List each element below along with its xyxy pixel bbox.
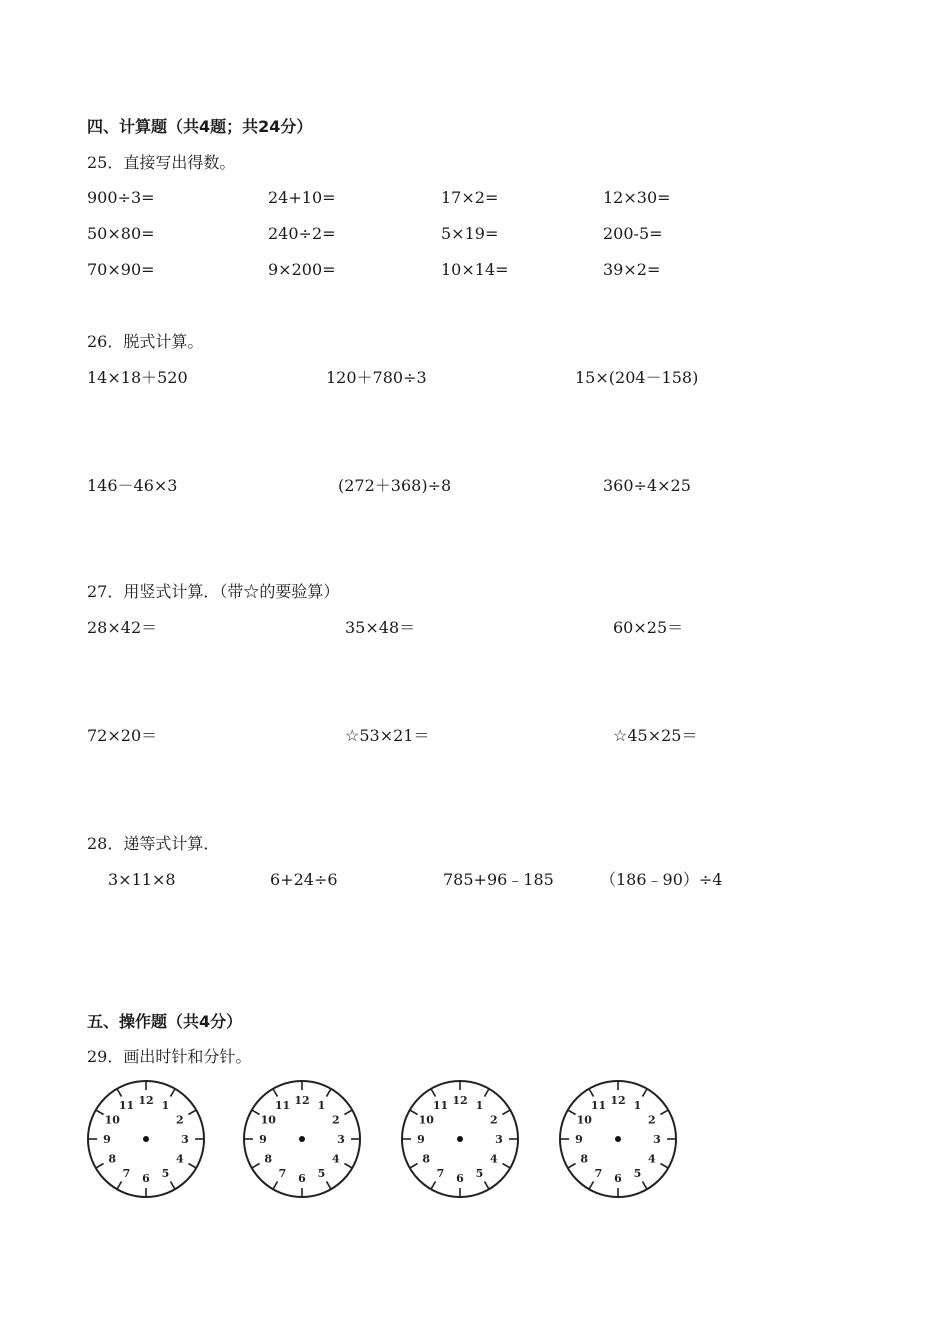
q27-item: 60×25＝ xyxy=(613,618,684,637)
clock-number: 1 xyxy=(317,1099,326,1113)
q26-item: 120＋780÷3 xyxy=(326,368,427,387)
clock-face[interactable] xyxy=(398,1077,522,1201)
clock-tick xyxy=(660,1110,668,1115)
clock-face[interactable] xyxy=(556,1077,680,1201)
clock-center-dot xyxy=(299,1136,305,1142)
clock-number: 2 xyxy=(647,1113,656,1127)
q25-item: 17×2= xyxy=(441,188,499,207)
clock-tick xyxy=(327,1181,332,1189)
q25-item: 10×14= xyxy=(441,260,509,279)
clock-tick xyxy=(643,1089,648,1097)
clock-tick xyxy=(502,1110,510,1115)
clock-tick xyxy=(485,1181,490,1189)
q25-item: 70×90= xyxy=(87,260,155,279)
clock-number: 3 xyxy=(181,1133,189,1146)
clock-tick xyxy=(502,1164,510,1169)
clock-tick xyxy=(660,1164,668,1169)
q27-item: 35×48＝ xyxy=(345,618,416,637)
clock-number: 9 xyxy=(417,1133,425,1146)
clock-number: 8 xyxy=(108,1152,117,1166)
clock-tick xyxy=(568,1164,576,1169)
q29-prompt: 29．画出时针和分针。 xyxy=(87,1047,252,1066)
clock-number: 1 xyxy=(633,1099,642,1113)
clock-tick xyxy=(117,1089,122,1097)
clock-tick xyxy=(643,1181,648,1189)
clock-tick xyxy=(431,1181,436,1189)
clock-number: 4 xyxy=(489,1152,498,1166)
clock-number: 10 xyxy=(418,1113,434,1127)
clock-number: 8 xyxy=(580,1152,589,1166)
q25-item: 50×80= xyxy=(87,224,155,243)
clock-number: 8 xyxy=(264,1152,273,1166)
clock-tick xyxy=(485,1089,490,1097)
q28-item: 785+96﹣185 xyxy=(443,870,554,889)
q27-item: 28×42＝ xyxy=(87,618,158,637)
clock-number: 9 xyxy=(259,1133,267,1146)
clock-number: 7 xyxy=(278,1166,287,1180)
clock-tick xyxy=(344,1164,352,1169)
clock-number: 12 xyxy=(610,1094,626,1107)
q28-item: 3×11×8 xyxy=(108,870,176,889)
clock-number: 12 xyxy=(452,1094,468,1107)
clock-tick xyxy=(273,1181,278,1189)
q25-item: 12×30= xyxy=(603,188,671,207)
clock-tick xyxy=(273,1089,278,1097)
clock-number: 11 xyxy=(274,1099,291,1113)
clock-number: 11 xyxy=(118,1099,135,1113)
q26-item: 360÷4×25 xyxy=(603,476,691,495)
q25-item: 200-5= xyxy=(603,224,663,243)
clock-tick xyxy=(568,1110,576,1115)
clock-number: 2 xyxy=(331,1113,340,1127)
q28-prompt: 28．递等式计算． xyxy=(87,834,220,853)
clock-number: 1 xyxy=(475,1099,484,1113)
clock-tick xyxy=(589,1181,594,1189)
clock-tick xyxy=(589,1089,594,1097)
clock-number: 5 xyxy=(475,1166,484,1180)
q27-item: 72×20＝ xyxy=(87,726,158,745)
q27-prompt: 27．用竖式计算．（带☆的要验算） xyxy=(87,582,340,601)
clock-number: 10 xyxy=(104,1113,120,1127)
clock-tick xyxy=(410,1110,418,1115)
clock-number: 2 xyxy=(489,1113,498,1127)
q28-item: （186﹣90）÷4 xyxy=(600,870,723,889)
q25-item: 5×19= xyxy=(441,224,499,243)
clock-number: 3 xyxy=(653,1133,661,1146)
clock-number: 9 xyxy=(103,1133,111,1146)
clock-number: 4 xyxy=(331,1152,340,1166)
section-4-title: 四、计算题（共4题；共24分） xyxy=(87,117,313,136)
q25-item: 240÷2= xyxy=(268,224,336,243)
q25-item: 9×200= xyxy=(268,260,336,279)
clock-number: 10 xyxy=(260,1113,276,1127)
q26-item: 15×(204－158) xyxy=(575,368,699,387)
clock-tick xyxy=(171,1181,176,1189)
clock-number: 11 xyxy=(590,1099,607,1113)
clock-number: 9 xyxy=(575,1133,583,1146)
clock-face[interactable] xyxy=(84,1077,208,1201)
q27-item: ☆45×25＝ xyxy=(613,726,698,745)
clock-face[interactable] xyxy=(240,1077,364,1201)
q27-item: ☆53×21＝ xyxy=(345,726,430,745)
clock-tick xyxy=(327,1089,332,1097)
clock-number: 11 xyxy=(432,1099,449,1113)
clock-number: 8 xyxy=(422,1152,431,1166)
clock-tick xyxy=(410,1164,418,1169)
clock-number: 3 xyxy=(337,1133,345,1146)
clock-number: 2 xyxy=(175,1113,184,1127)
clock-number: 10 xyxy=(576,1113,592,1127)
clock-tick xyxy=(117,1181,122,1189)
clock-number: 5 xyxy=(633,1166,642,1180)
clock-tick xyxy=(171,1089,176,1097)
q25-item: 900÷3= xyxy=(87,188,155,207)
clock-number: 5 xyxy=(317,1166,326,1180)
clock-number: 6 xyxy=(456,1172,464,1185)
clock-center-dot xyxy=(615,1136,621,1142)
clock-tick xyxy=(96,1164,104,1169)
clock-tick xyxy=(431,1089,436,1097)
clock-tick xyxy=(96,1110,104,1115)
clock-number: 4 xyxy=(647,1152,656,1166)
clock-number: 7 xyxy=(436,1166,445,1180)
q28-item: 6+24÷6 xyxy=(270,870,338,889)
clock-number: 12 xyxy=(294,1094,310,1107)
clock-number: 4 xyxy=(175,1152,184,1166)
clock-number: 6 xyxy=(614,1172,622,1185)
clock-center-dot xyxy=(457,1136,463,1142)
q25-prompt: 25．直接写出得数。 xyxy=(87,153,236,172)
clock-number: 5 xyxy=(161,1166,170,1180)
q26-prompt: 26．脱式计算。 xyxy=(87,332,204,351)
clock-number: 1 xyxy=(161,1099,170,1113)
q26-item: 146－46×3 xyxy=(87,476,178,495)
q26-item: 14×18＋520 xyxy=(87,368,188,387)
clock-center-dot xyxy=(143,1136,149,1142)
clock-tick xyxy=(188,1110,196,1115)
clock-number: 7 xyxy=(594,1166,603,1180)
clock-tick xyxy=(252,1164,260,1169)
clock-number: 7 xyxy=(122,1166,131,1180)
clock-number: 6 xyxy=(142,1172,150,1185)
clock-number: 6 xyxy=(298,1172,306,1185)
q25-item: 24+10= xyxy=(268,188,336,207)
section-5-title: 五、操作题（共4分） xyxy=(87,1012,243,1031)
clock-tick xyxy=(188,1164,196,1169)
clock-tick xyxy=(252,1110,260,1115)
clock-number: 3 xyxy=(495,1133,503,1146)
clock-tick xyxy=(344,1110,352,1115)
clock-number: 12 xyxy=(138,1094,154,1107)
q25-item: 39×2= xyxy=(603,260,661,279)
q26-item: (272＋368)÷8 xyxy=(338,476,452,495)
